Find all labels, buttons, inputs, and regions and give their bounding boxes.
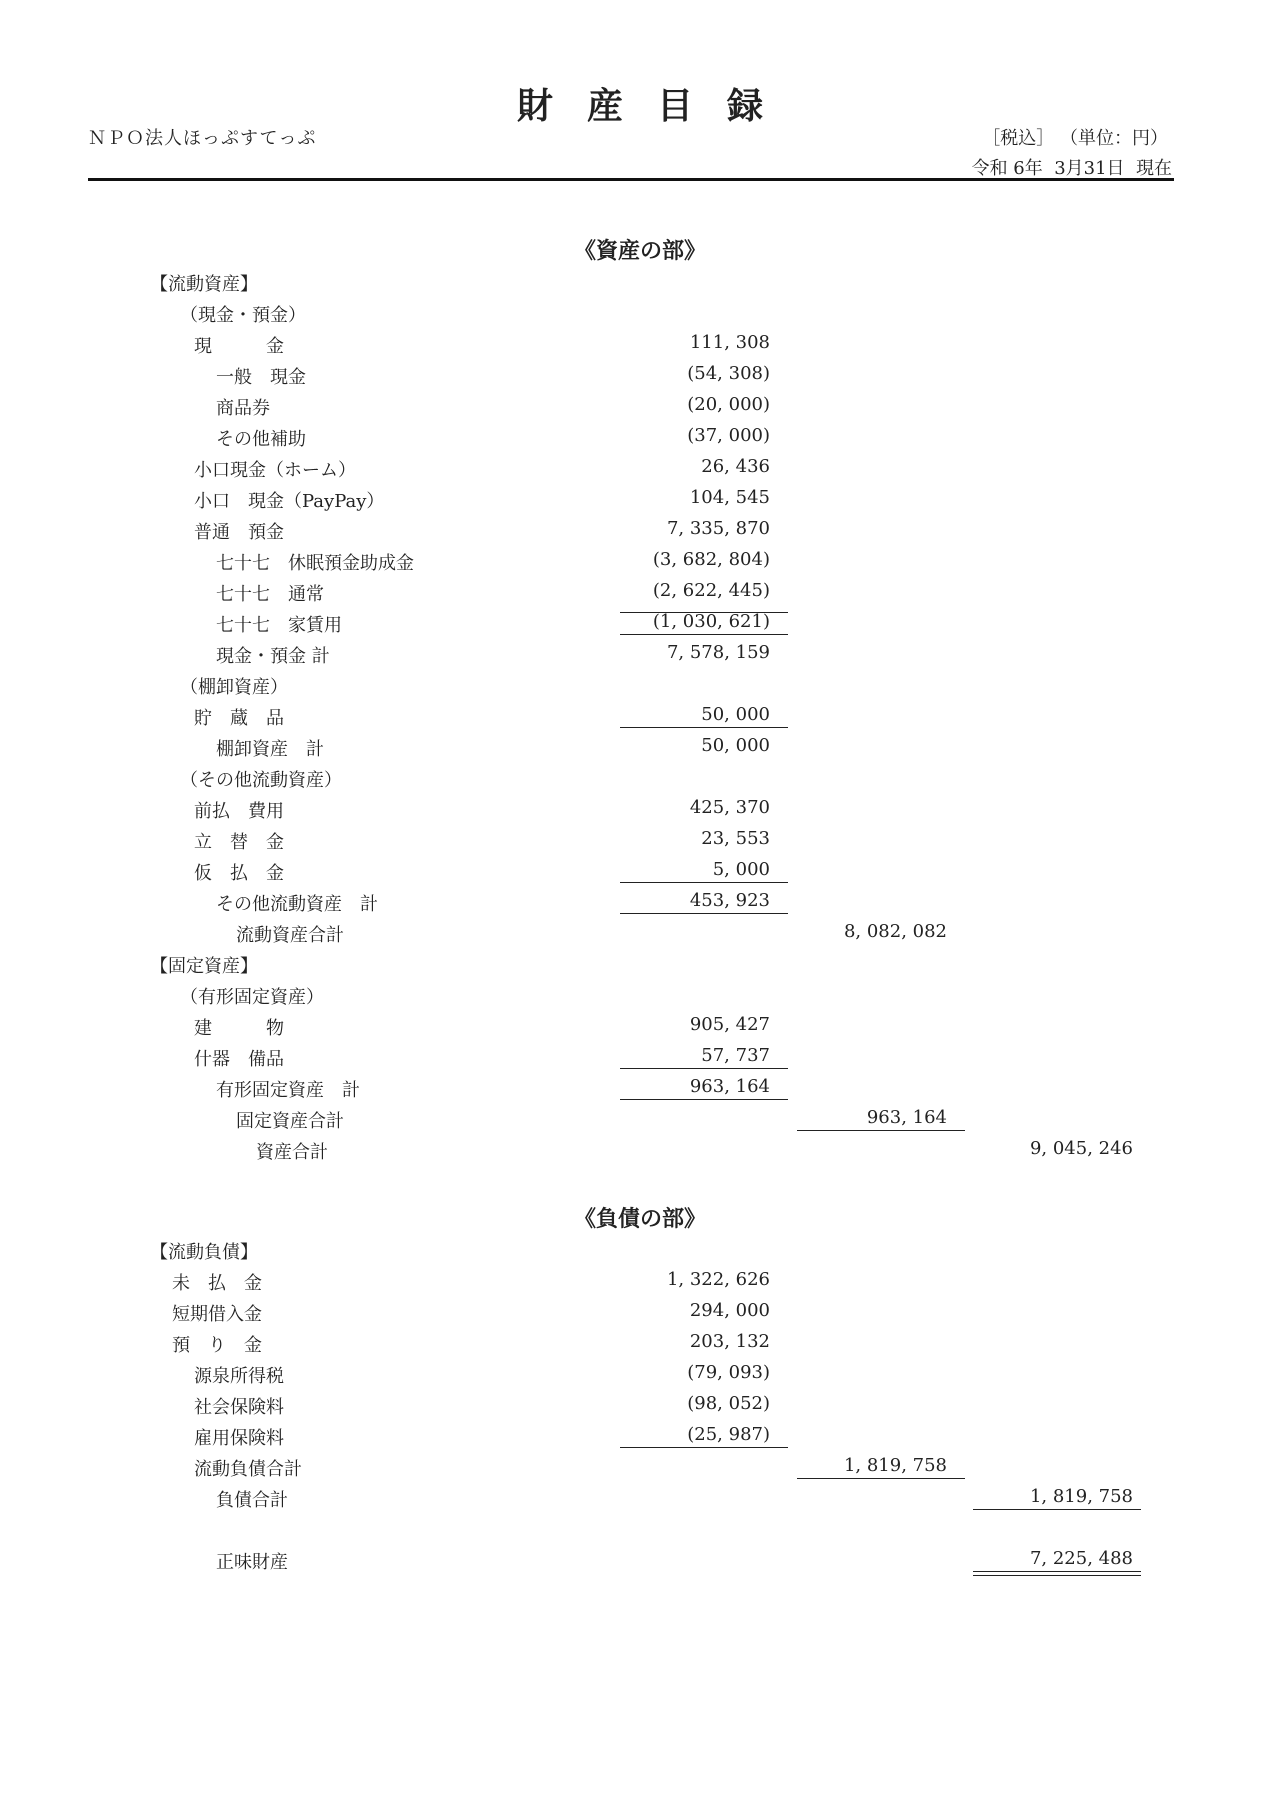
subtotal-rule <box>620 634 788 635</box>
row-amount: 905, 427 <box>689 1014 770 1035</box>
organization-name: ＮＰＯ法人ほっぷすてっぷ <box>88 128 317 149</box>
header-divider <box>88 178 1174 181</box>
row-label: 現金・預金 計 <box>216 646 330 667</box>
row-amount: (20, 000) <box>687 394 770 415</box>
other-current-heading-row <box>0 762 1280 793</box>
row-label: 資産合計 <box>256 1142 328 1163</box>
row-amount: (54, 308) <box>687 363 770 384</box>
tax-unit-note: ［税込］ （単位：円） <box>982 128 1168 149</box>
ledger-row-prepaid <box>0 793 1280 824</box>
tangible-heading-row <box>0 979 1280 1010</box>
row-label: 有形固定資産 計 <box>216 1080 360 1101</box>
row-amount: 26, 436 <box>701 456 770 477</box>
row-label: 流動負債合計 <box>194 1459 302 1480</box>
row-amount: 1, 819, 758 <box>843 1455 947 1476</box>
subtotal-rule <box>620 1099 788 1100</box>
ledger-row-fixed-assets-total <box>0 1103 1280 1134</box>
row-amount: 963, 164 <box>689 1076 770 1097</box>
assets-section-title: 《資産の部》 <box>573 239 706 264</box>
row-label: その他流動資産 計 <box>216 894 378 915</box>
row-label: 七十七 休眠預金助成金 <box>216 553 414 574</box>
row-amount: 50, 000 <box>701 735 770 756</box>
subtotal-rule <box>797 1478 965 1479</box>
row-label: 商品券 <box>216 398 270 419</box>
inventory-heading: （棚卸資産） <box>180 677 288 698</box>
row-amount: (79, 093) <box>687 1362 770 1383</box>
row-amount: 111, 308 <box>689 332 770 353</box>
row-label: 七十七 通常 <box>216 584 324 605</box>
row-amount: (3, 682, 804) <box>652 549 770 570</box>
ledger-row-accounts-payable <box>0 1265 1280 1296</box>
row-label: 仮 払 金 <box>194 863 284 884</box>
row-amount: (25, 987) <box>687 1424 770 1445</box>
row-amount: 425, 370 <box>689 797 770 818</box>
row-amount: (37, 000) <box>687 425 770 446</box>
row-label: 一般 現金 <box>216 367 306 388</box>
page-title: 財産目録 <box>516 86 797 127</box>
ledger-row-deposits-received <box>0 1327 1280 1358</box>
current-assets-heading-row <box>0 266 1280 297</box>
row-label: 建 物 <box>194 1018 284 1039</box>
row-label: その他補助 <box>216 429 306 450</box>
row-amount: 7, 578, 159 <box>666 642 770 663</box>
ledger-row-current-liabilities-total <box>0 1451 1280 1482</box>
row-amount: 8, 082, 082 <box>843 921 947 942</box>
ledger-row-short-term-loans <box>0 1296 1280 1327</box>
other-current-heading: （その他流動資産） <box>180 770 342 791</box>
row-amount: 963, 164 <box>866 1107 947 1128</box>
row-label: 源泉所得税 <box>194 1366 284 1387</box>
subtotal-rule <box>620 913 788 914</box>
row-amount: 104, 545 <box>689 487 770 508</box>
row-label: 正味財産 <box>216 1552 288 1573</box>
ledger-row-petty-cash-home <box>0 452 1280 483</box>
subtotal-rule <box>620 1447 788 1448</box>
subtotal-rule <box>973 1509 1141 1510</box>
ledger-row-current-assets-total <box>0 917 1280 948</box>
ledger-row-social-insurance <box>0 1389 1280 1420</box>
cash-deposits-heading: （現金・預金） <box>180 305 306 326</box>
current-liabilities-heading: 【流動負債】 <box>150 1242 258 1263</box>
ledger-row-inventory-total <box>0 731 1280 762</box>
subtotal-rule <box>620 882 788 883</box>
inventory-heading-row <box>0 669 1280 700</box>
row-label: 預 り 金 <box>172 1335 262 1356</box>
fixed-assets-heading-row <box>0 948 1280 979</box>
ledger-row-cash-general <box>0 359 1280 390</box>
row-label: 現 金 <box>194 336 284 357</box>
row-amount: 294, 000 <box>689 1300 770 1321</box>
subtotal-rule <box>620 1068 788 1069</box>
row-label: 前払 費用 <box>194 801 284 822</box>
row-amount: 57, 737 <box>701 1045 770 1066</box>
row-label: 小口 現金（PayPay） <box>194 491 385 512</box>
row-label: 什器 備品 <box>194 1049 284 1070</box>
row-label: 固定資産合計 <box>236 1111 344 1132</box>
row-label: 短期借入金 <box>172 1304 262 1325</box>
tangible-heading: （有形固定資産） <box>180 987 324 1008</box>
row-amount: 50, 000 <box>701 704 770 725</box>
liabilities-section-title: 《負債の部》 <box>573 1207 706 1232</box>
row-amount: 23, 553 <box>701 828 770 849</box>
ledger-row-advances <box>0 824 1280 855</box>
row-amount: (1, 030, 621) <box>652 611 770 632</box>
row-amount: 1, 322, 626 <box>666 1269 770 1290</box>
row-label: 流動資産合計 <box>236 925 344 946</box>
fixed-assets-heading: 【固定資産】 <box>150 956 258 977</box>
current-liabilities-heading-row <box>0 1234 1280 1265</box>
current-assets-heading: 【流動資産】 <box>150 274 258 295</box>
row-label: 負債合計 <box>216 1490 288 1511</box>
row-label: 普通 預金 <box>194 522 284 543</box>
row-amount: 9, 045, 246 <box>1029 1138 1133 1159</box>
row-amount: 7, 335, 870 <box>666 518 770 539</box>
as-of-date: 令和 6年 3月31日 現在 <box>971 158 1172 179</box>
row-label: 貯 蔵 品 <box>194 708 284 729</box>
ledger-row-cash <box>0 328 1280 359</box>
ledger-row-gift-vouchers <box>0 390 1280 421</box>
ledger-row-petty-cash-paypay <box>0 483 1280 514</box>
row-amount: 5, 000 <box>712 859 770 880</box>
row-label: 立 替 金 <box>194 832 284 853</box>
row-label: 小口現金（ホーム） <box>194 460 356 481</box>
ledger-row-assets-total <box>0 1134 1280 1165</box>
row-amount: (98, 052) <box>687 1393 770 1414</box>
ledger-row-ordinary-deposit <box>0 514 1280 545</box>
row-label: 七十七 家賃用 <box>216 615 342 636</box>
cash-deposits-heading-row <box>0 297 1280 328</box>
subtotal-rule <box>620 727 788 728</box>
row-amount: 1, 819, 758 <box>1029 1486 1133 1507</box>
row-label: 未 払 金 <box>172 1273 262 1294</box>
row-label: 棚卸資産 計 <box>216 739 324 760</box>
ledger-row-bank-regular <box>0 576 1280 607</box>
double-underline <box>973 1571 1141 1576</box>
ledger-row-cash-deposits-total <box>0 638 1280 669</box>
ledger-row-withholding-tax <box>0 1358 1280 1389</box>
row-amount: 203, 132 <box>689 1331 770 1352</box>
row-amount: 453, 923 <box>689 890 770 911</box>
row-amount: 7, 225, 488 <box>1029 1548 1133 1569</box>
row-label: 雇用保険料 <box>194 1428 284 1449</box>
ledger-row-building <box>0 1010 1280 1041</box>
ledger-row-bank-dormant <box>0 545 1280 576</box>
row-label: 社会保険料 <box>194 1397 284 1418</box>
row-amount: (2, 622, 445) <box>652 580 770 601</box>
ledger-row-other-subsidy <box>0 421 1280 452</box>
